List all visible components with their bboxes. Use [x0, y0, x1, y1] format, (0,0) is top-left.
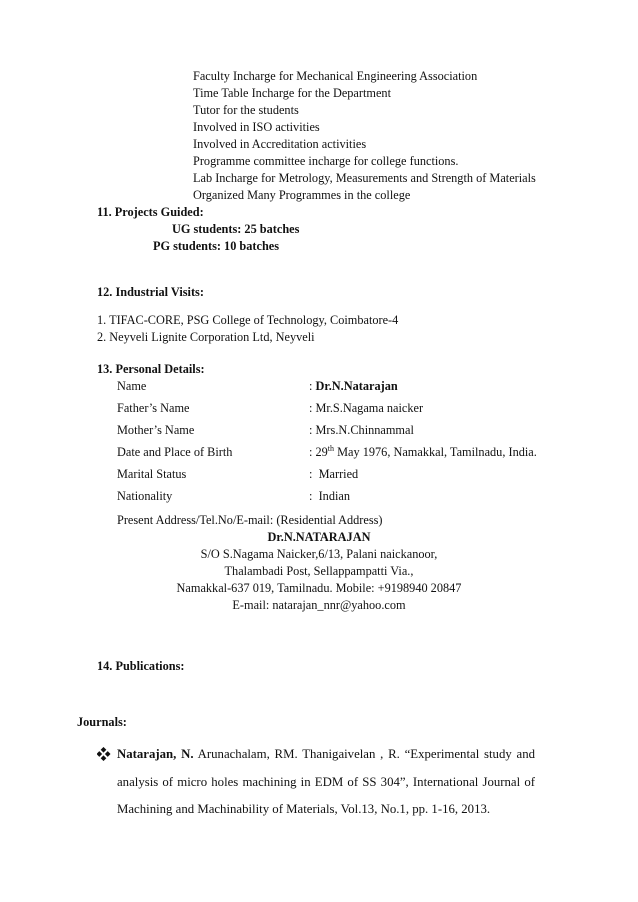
- personal-label-name: Name: [117, 379, 147, 393]
- address-label: Present Address/Tel.No/E-mail: (Residential Address): [117, 513, 383, 527]
- duty-item: Organized Many Programmes in the college: [193, 188, 411, 202]
- visit-item: 2. Neyveli Lignite Corporation Ltd, Neyveli: [97, 330, 315, 344]
- personal-value-birth: : 29th May 1976, Namakkal, Tamilnadu, India.: [309, 444, 537, 459]
- projects-pg: PG students: 10 batches: [153, 239, 280, 253]
- personal-label-father: Father’s Name: [117, 401, 190, 415]
- personal-value-marital: : Married: [309, 467, 359, 481]
- personal-value-name: : Dr.N.Natarajan: [309, 379, 398, 393]
- publications-heading: 14. Publications:: [97, 659, 185, 673]
- journal-entry: [117, 741, 535, 824]
- personal-value-mother: : Mrs.N.Chinnammal: [309, 423, 414, 437]
- visits-heading: 12. Industrial Visits:: [97, 285, 204, 299]
- personal-heading: 13. Personal Details:: [97, 362, 205, 376]
- personal-label-birth: Date and Place of Birth: [117, 445, 233, 459]
- duty-item: Lab Incharge for Metrology, Measurements and Strength of Materials: [193, 171, 536, 185]
- personal-label-marital: Marital Status: [117, 467, 187, 481]
- journal-citation: Arunachalam, RM. Thanigaivelan , R. “Experimental study and analysis of micro holes machining in EDM of SS 304”, International Journal of Machining and Machinability of Materials, Vol.13, No.1, pp. 1-16, 2013.: [117, 747, 535, 816]
- duty-item: Faculty Incharge for Mechanical Engineering Association: [193, 69, 478, 83]
- duty-item: Involved in Accreditation activities: [193, 137, 367, 151]
- address-line: S/O S.Nagama Naicker,6/13, Palani naickanoor,: [200, 547, 438, 561]
- diamond-bullet-icon: [97, 747, 111, 761]
- personal-label-nationality: Nationality: [117, 489, 173, 503]
- duty-item: Time Table Incharge for the Department: [193, 86, 391, 100]
- address-name: Dr.N.NATARAJAN: [267, 530, 371, 544]
- personal-value-father: : Mr.S.Nagama naicker: [309, 401, 424, 415]
- personal-value-nationality: : Indian: [309, 489, 350, 503]
- address-line: Namakkal-637 019, Tamilnadu. Mobile: +9198940 20847: [176, 581, 462, 595]
- journals-heading: Journals:: [77, 715, 127, 729]
- duty-item: Involved in ISO activities: [193, 120, 320, 134]
- duty-item: Programme committee incharge for college functions.: [193, 154, 459, 168]
- visit-item: 1. TIFAC-CORE, PSG College of Technology, Coimbatore-4: [97, 313, 399, 327]
- personal-label-mother: Mother’s Name: [117, 423, 195, 437]
- address-email: E-mail: natarajan_nnr@yahoo.com: [232, 598, 406, 612]
- projects-heading: 11. Projects Guided:: [97, 205, 204, 219]
- address-line: Thalambadi Post, Sellappampatti Via.,: [224, 564, 414, 578]
- projects-ug: UG students: 25 batches: [172, 222, 300, 236]
- journal-authors: Natarajan, N.: [117, 747, 194, 761]
- duty-item: Tutor for the students: [193, 103, 299, 117]
